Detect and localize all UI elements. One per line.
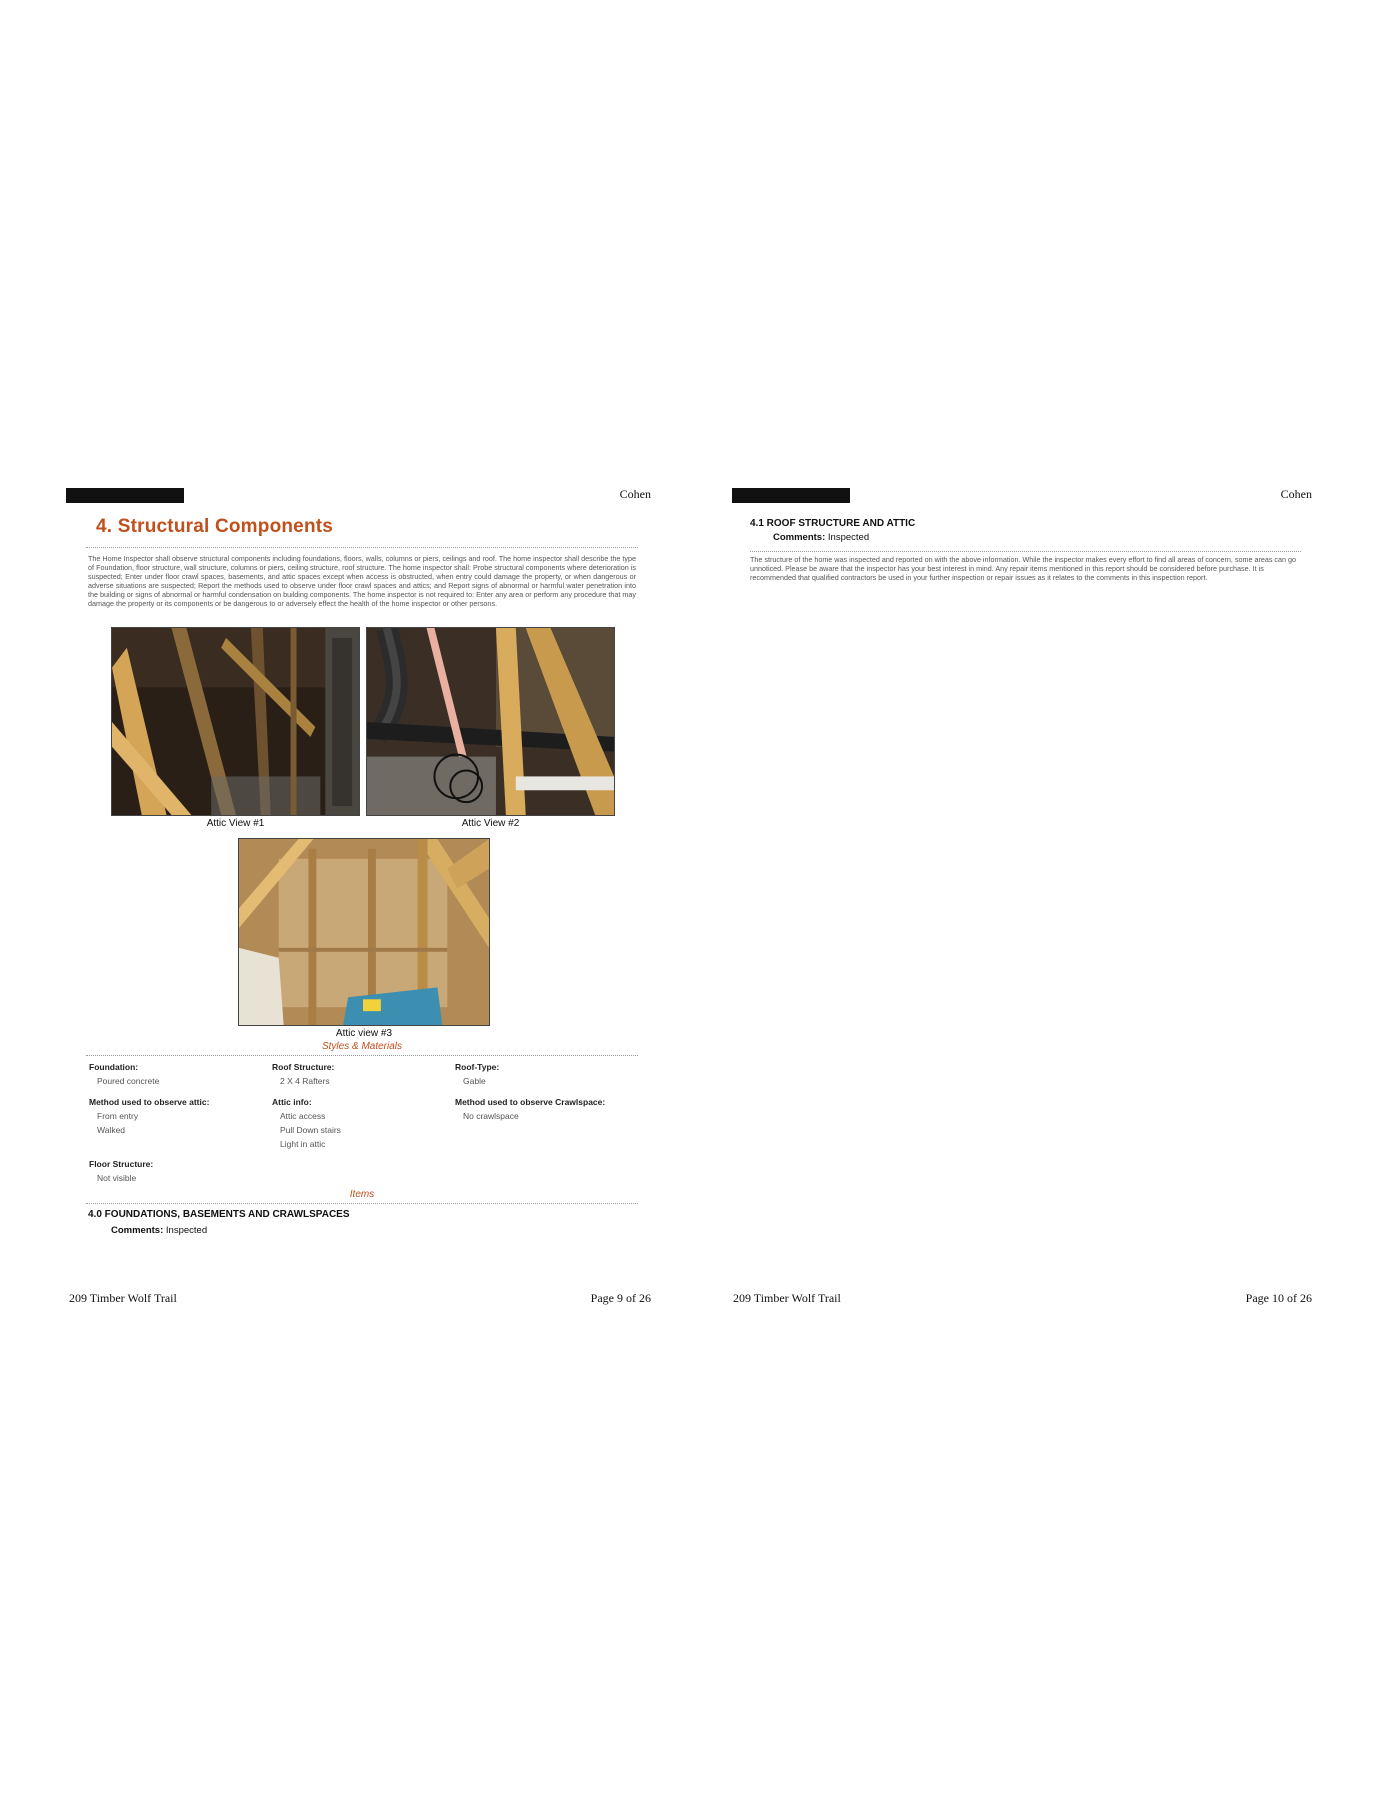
attic-method-group [89, 1097, 264, 1137]
attic-info-value-3: Light in attic [280, 1139, 326, 1149]
roof-structure-group [272, 1062, 447, 1088]
attic-photo-3[interactable] [238, 838, 490, 1026]
roof-type-group [455, 1062, 640, 1088]
redacted-header-block [66, 488, 184, 503]
section-description: The Home Inspector shall observe structural components including foundations, floors, walls, columns or piers, ceilings and roof. The home inspector shall describe the type of Foundation, floor structure, wall structure, columns or piers, ceiling structure, roof structure. The home inspector shall: Probe structural components where deterioration is suspected; Enter under floor crawl spaces, basements, and attic spaces except when access is obstructed, when entry could damage the property, or when dangerous or adverse situations are suspected; Report the methods used to observe under floor crawl spaces and attics; and Report signs of abnormal or harmful water penetration into the building or signs of abnormal or harmful condensation on building components. The home inspector is not required to: Enter any area or perform any procedure that may damage the property or its components or be dangerous to or adversely effect the health of the home inspector or other persons. [88, 554, 636, 608]
floor-structure-label: Floor Structure: [89, 1159, 154, 1169]
section-4-1-heading: 4.1 ROOF STRUCTURE AND ATTIC [750, 518, 916, 529]
floor-structure-group [89, 1159, 264, 1185]
attic-photo-3-image [239, 839, 489, 1025]
attic-method-label: Method used to observe attic: [89, 1097, 210, 1107]
roof-structure-value: 2 X 4 Rafters [280, 1076, 330, 1086]
footer-address: 209 Timber Wolf Trail [733, 1291, 841, 1305]
page-title: 4. Structural Components [96, 516, 334, 537]
comments-label: Comments: [111, 1225, 164, 1236]
foundation-label: Foundation: [89, 1062, 139, 1072]
floor-structure-value: Not visible [97, 1173, 137, 1183]
footer-page-number: Page 10 of 26 [1245, 1291, 1312, 1305]
attic-info-label: Attic info: [272, 1097, 312, 1107]
styles-materials-heading: Styles & Materials [321, 1041, 403, 1052]
redacted-header-block [732, 488, 850, 503]
roof-structure-label: Roof Structure: [272, 1062, 335, 1072]
items-divider [86, 1203, 638, 1204]
attic-photo-2-image [367, 628, 614, 815]
attic-method-value-1: From entry [97, 1111, 139, 1121]
section-4-1-divider [750, 551, 1301, 552]
crawl-method-label: Method used to observe Crawlspace: [455, 1097, 606, 1107]
header-client-name: Cohen [1280, 487, 1312, 501]
attic-photo-1-caption: Attic View #1 [206, 818, 265, 829]
section-4-1-comments [750, 532, 869, 543]
footer-page-number: Page 9 of 26 [590, 1291, 651, 1305]
section-4-0-comments [88, 1225, 207, 1236]
comments-label: Comments: [773, 532, 826, 543]
foundation-group [89, 1062, 264, 1088]
attic-photo-2-caption: Attic View #2 [461, 818, 520, 829]
header-client-name: Cohen [619, 487, 651, 501]
section-4-1-body: The structure of the home was inspected and reported on with the above information. While the inspector makes every effort to find all areas of concern, some areas can go unnoticed. Please be aware that the inspector has your best interest in mind. Any repair items mentioned in this report should be considered before purchase. It is recommended that qualified contractors be used in your further inspection or repair issues as it relates to the comments in this inspection report. [750, 555, 1297, 582]
styles-divider [86, 1055, 638, 1056]
attic-photo-2[interactable] [366, 627, 615, 816]
items-heading: Items [349, 1189, 375, 1200]
attic-photo-3-caption: Attic view #3 [335, 1028, 393, 1039]
section-4-0-heading: 4.0 FOUNDATIONS, BASEMENTS AND CRAWLSPACES [88, 1209, 350, 1220]
roof-type-label: Roof-Type: [455, 1062, 500, 1072]
attic-photo-1[interactable] [111, 627, 360, 816]
comments-value: Inspected [827, 532, 870, 543]
title-divider [86, 547, 638, 548]
attic-photo-1-image [112, 628, 359, 815]
crawl-method-group [455, 1097, 640, 1123]
foundation-value: Poured concrete [97, 1076, 160, 1086]
crawl-method-value: No crawlspace [463, 1111, 519, 1121]
comments-value: Inspected [165, 1225, 208, 1236]
attic-info-group [272, 1097, 447, 1151]
attic-info-value-2: Pull Down stairs [280, 1125, 341, 1135]
attic-info-value-1: Attic access [280, 1111, 326, 1121]
roof-type-value: Gable [463, 1076, 486, 1086]
footer-address: 209 Timber Wolf Trail [69, 1291, 177, 1305]
attic-method-value-2: Walked [97, 1125, 126, 1135]
